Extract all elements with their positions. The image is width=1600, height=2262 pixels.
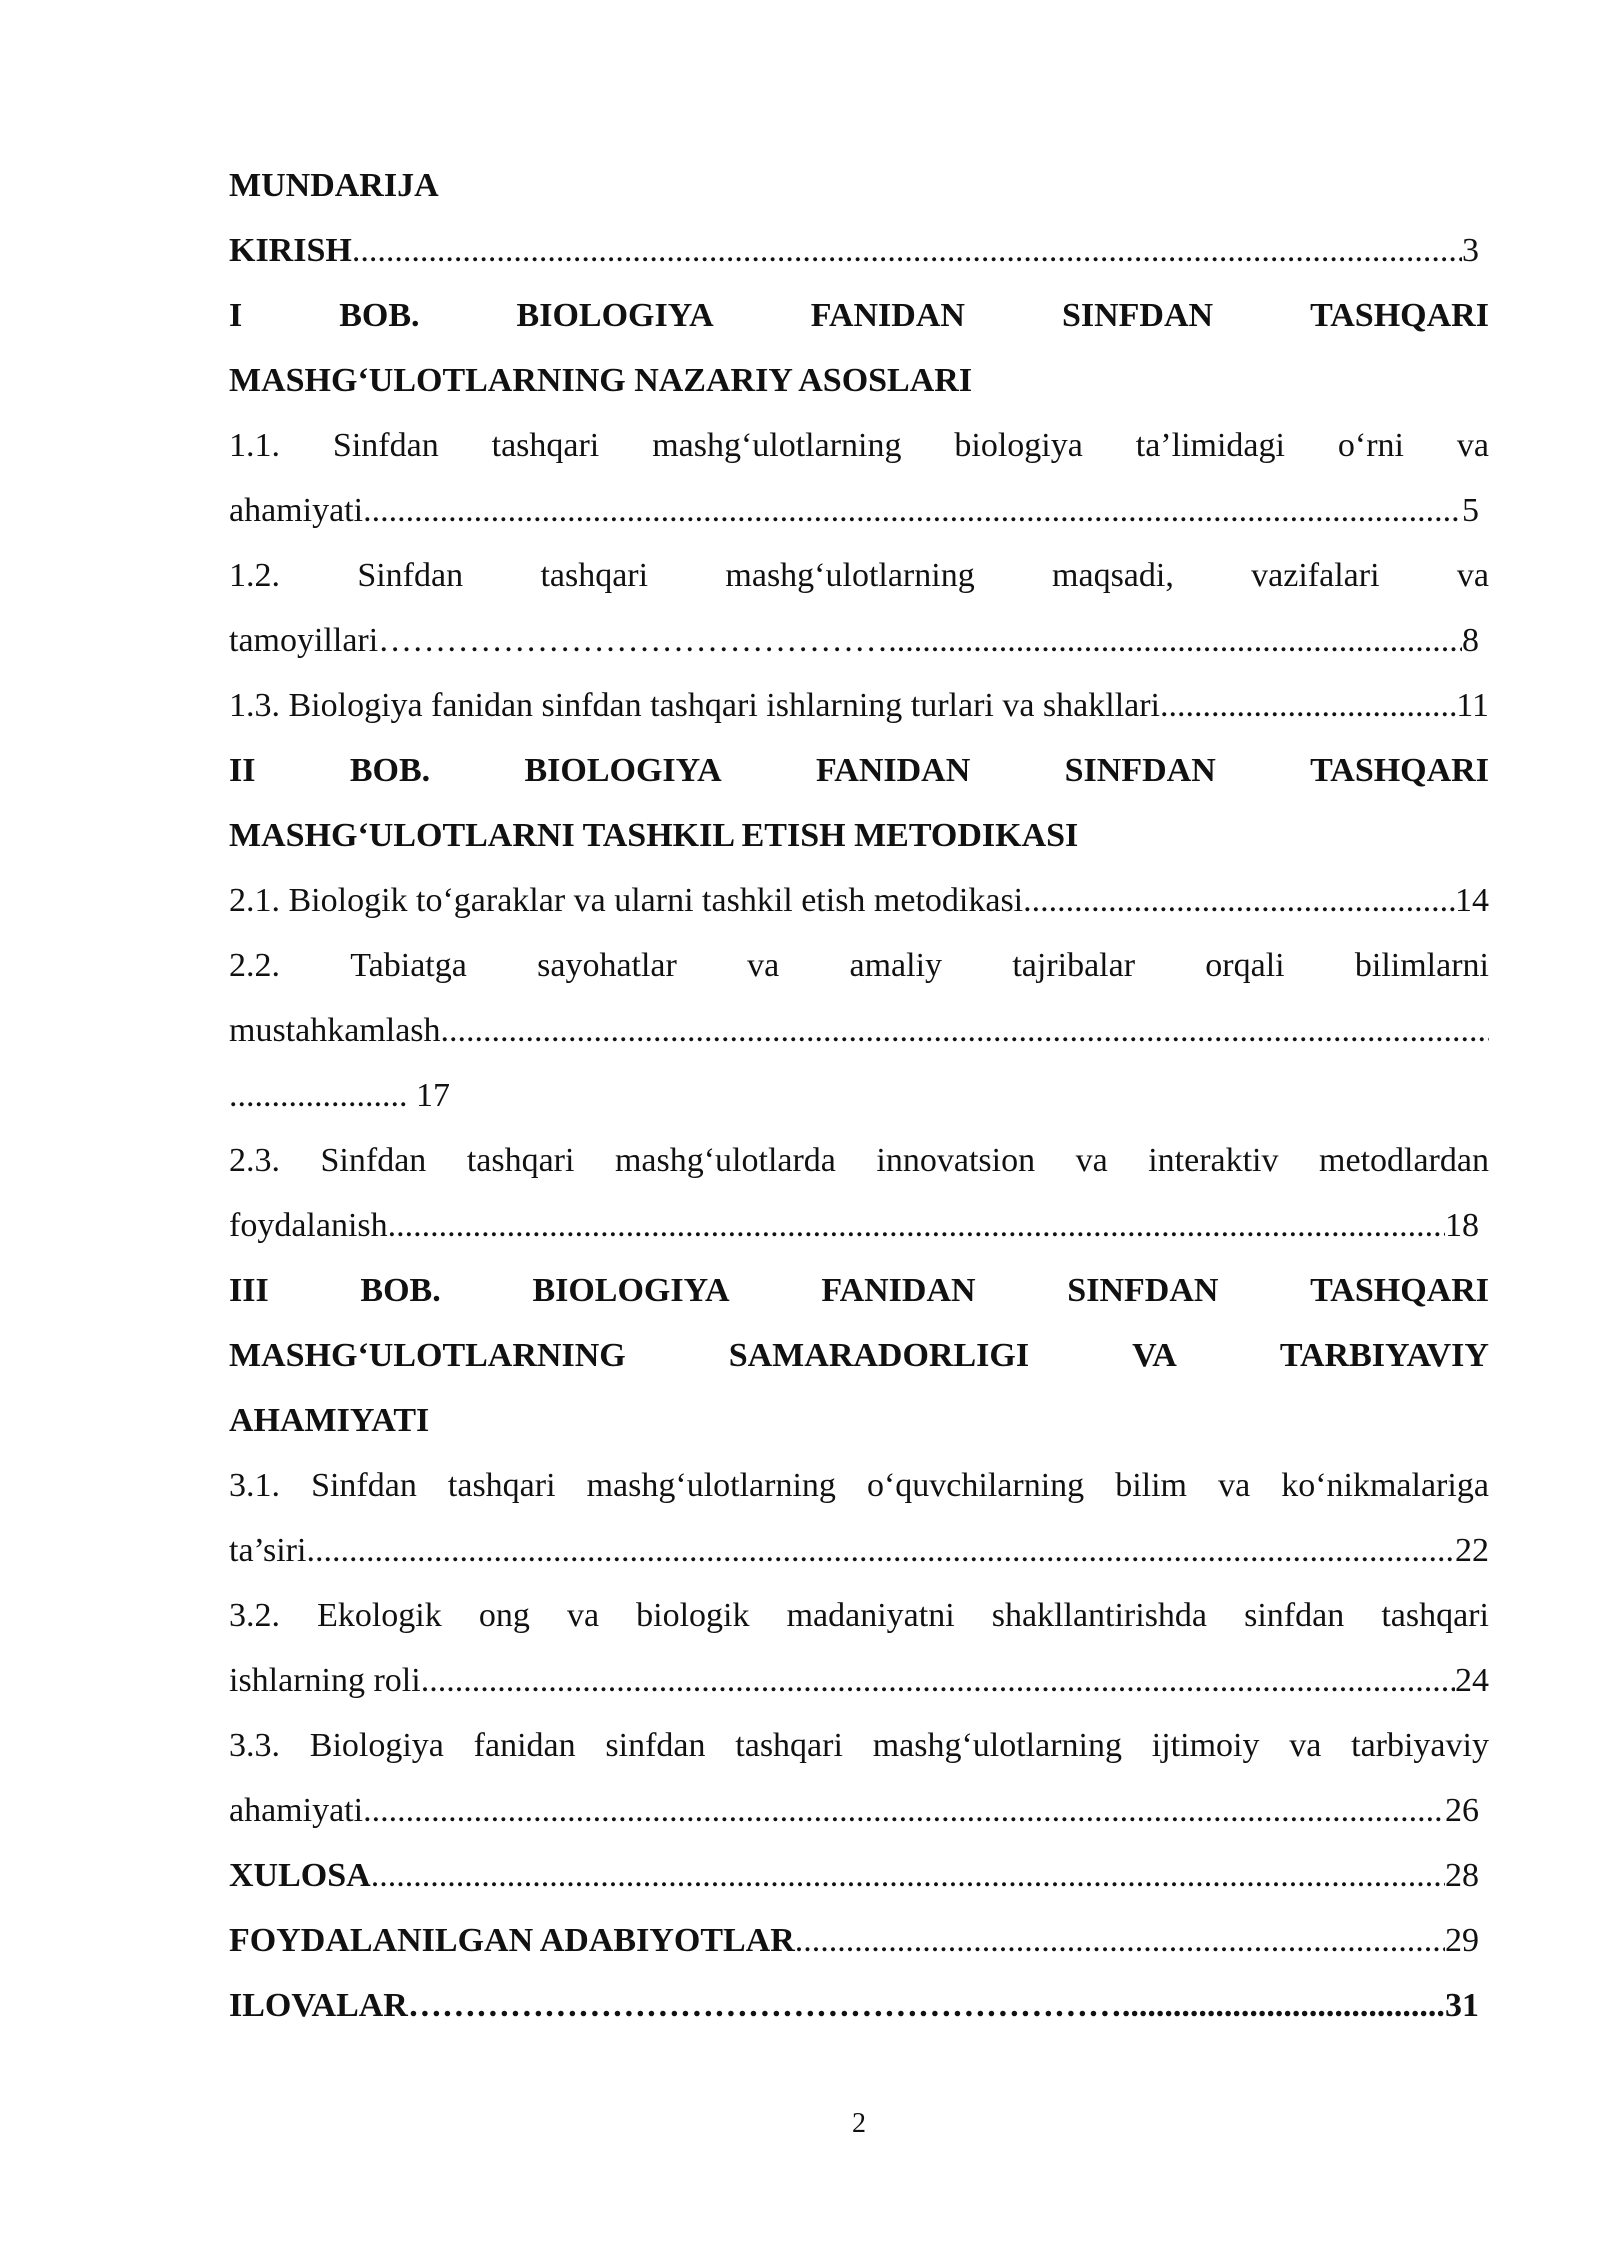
toc-word: sinfdan xyxy=(605,1727,706,1764)
toc-word: ko‘nikmalariga xyxy=(1281,1467,1489,1504)
toc-word: 1.1. xyxy=(229,427,280,464)
toc-leader-dots xyxy=(363,478,1462,543)
toc-page-number: 24 xyxy=(1455,1662,1489,1699)
toc-word: TARBIYAVIY xyxy=(1279,1337,1489,1374)
toc-word: MASHG‘ULOTLARNING xyxy=(229,1337,626,1374)
toc-section-1-1-line-1 xyxy=(229,413,1489,478)
toc-word: tashqari xyxy=(735,1727,843,1764)
toc-leader-dots xyxy=(1122,1973,1445,2038)
toc-page-number: 18 xyxy=(1445,1207,1479,1244)
toc-word: FANIDAN xyxy=(810,297,965,334)
toc-word: Sinfdan xyxy=(332,427,439,464)
toc-section-2-2-line-1 xyxy=(229,933,1489,998)
toc-word: tashqari xyxy=(491,427,600,464)
toc-entry-xulosa xyxy=(229,1843,1489,1908)
toc-word: tajribalar xyxy=(1012,947,1136,984)
toc-word: II xyxy=(229,752,256,789)
toc-page-number: 3 xyxy=(1462,232,1479,269)
toc-word: 2.2. xyxy=(229,947,280,984)
toc-section-1-2-line-2 xyxy=(229,608,1489,673)
toc-entry-label: 1.3. Biologiya fanidan sinfdan tashqari ishlarning turlari va shakllari xyxy=(229,687,1160,724)
toc-section-1-3 xyxy=(229,673,1489,738)
toc-leader-dots xyxy=(441,998,1489,1063)
toc-entry-kirish xyxy=(229,218,1489,283)
page-number: 2 xyxy=(852,2108,866,2139)
toc-leader-dots xyxy=(306,1518,1455,1583)
toc-word: 3.3. xyxy=(229,1727,280,1764)
toc-word: sinfdan xyxy=(1244,1597,1345,1634)
toc-word: mashg‘ulotlarning xyxy=(725,557,975,594)
toc-word: shakllantirishda xyxy=(991,1597,1208,1634)
toc-chapter-3-line-1 xyxy=(229,1258,1489,1323)
toc-section-2-2-line-2 xyxy=(229,998,1489,1063)
toc-section-2-2-line-3 xyxy=(229,1063,1489,1128)
toc-word: SINFDAN xyxy=(1061,297,1214,334)
toc-entry-label: ahamiyati xyxy=(229,1792,364,1829)
toc-entry-label: XULOSA xyxy=(229,1857,371,1894)
toc-entry-label: ishlarning roli xyxy=(229,1662,421,1699)
toc-word: FANIDAN xyxy=(816,752,971,789)
toc-entry-label: 2.1. Biologik to‘garaklar va ularni tashkil etish metodikasi xyxy=(229,882,1024,919)
toc-section-3-2-line-1 xyxy=(229,1583,1489,1648)
toc-leader-dots xyxy=(795,1908,1445,1973)
toc-word: fanidan xyxy=(473,1727,576,1764)
toc-word: BOB. xyxy=(360,1272,441,1309)
toc-section-1-1-line-2 xyxy=(229,478,1489,543)
toc-section-3-3-line-1 xyxy=(229,1713,1489,1778)
toc-word: bilim xyxy=(1115,1467,1187,1504)
toc-leader-dots xyxy=(371,1843,1445,1908)
toc-word: Sinfdan xyxy=(311,1467,417,1504)
toc-word: III xyxy=(229,1272,269,1309)
toc-section-3-2-line-2 xyxy=(229,1648,1489,1713)
toc-word: ta’limidagi xyxy=(1135,427,1285,464)
toc-word: BOB. xyxy=(349,752,431,789)
toc-word: mashg‘ulotlarning xyxy=(652,427,902,464)
toc-word: TASHQARI xyxy=(1310,752,1489,789)
toc-word: BOB. xyxy=(339,297,420,334)
toc-entry-label: tamoyillari……………………………………… xyxy=(229,622,889,659)
toc-word: maqsadi, xyxy=(1052,557,1174,594)
toc-word: TASHQARI xyxy=(1310,297,1489,334)
toc-word: BIOLOGIYA xyxy=(516,297,714,334)
toc-word: va xyxy=(1218,1467,1251,1504)
toc-word: Sinfdan xyxy=(357,557,464,594)
toc-word: o‘rni xyxy=(1337,427,1404,464)
toc-word: 2.3. xyxy=(229,1142,280,1179)
toc-leader-dots xyxy=(1023,868,1455,933)
toc-word: ong xyxy=(478,1597,530,1634)
toc-entry-adabiyotlar xyxy=(229,1908,1489,1973)
toc-word: SAMARADORLIGI xyxy=(728,1337,1030,1374)
toc-word: amaliy xyxy=(849,947,943,984)
toc-leader-dots xyxy=(421,1648,1455,1713)
toc-section-2-3-line-1 xyxy=(229,1128,1489,1193)
toc-leader-dots xyxy=(363,1778,1445,1843)
toc-word: mashg‘ulotlarning xyxy=(586,1467,836,1504)
toc-section-3-1-line-2 xyxy=(229,1518,1489,1583)
toc-word: va xyxy=(566,1597,600,1634)
toc-chapter-2-line-2: MASHG‘ULOTLARNI TASHKIL ETISH METODIKASI xyxy=(229,817,1079,854)
toc-word: o‘quvchilarning xyxy=(866,1467,1085,1504)
toc-word: Sinfdan xyxy=(320,1142,427,1179)
toc-word: madaniyatni xyxy=(786,1597,955,1634)
toc-page-number: 11 xyxy=(1456,687,1489,724)
toc-word: innovatsion xyxy=(876,1142,1036,1179)
toc-chapter-1-line-1 xyxy=(229,283,1489,348)
toc-word: bilimlarni xyxy=(1354,947,1489,984)
toc-entry-label: FOYDALANILGAN ADABIYOTLAR xyxy=(229,1922,795,1959)
toc-word: I xyxy=(229,297,243,334)
toc-entry-label: ta’siri xyxy=(229,1532,307,1569)
toc-leader-dots xyxy=(352,218,1462,283)
toc-word: FANIDAN xyxy=(821,1272,976,1309)
toc-word: va xyxy=(1289,1727,1322,1764)
toc-page-number: 17 xyxy=(407,1077,450,1114)
toc-word: ijtimoiy xyxy=(1151,1727,1260,1764)
toc-chapter-1-line-2: MASHG‘ULOTLARNING NAZARIY ASOSLARI xyxy=(229,362,973,399)
toc-word: SINFDAN xyxy=(1067,1272,1219,1309)
toc-word: va xyxy=(1456,427,1489,464)
toc-word: 3.1. xyxy=(229,1467,280,1504)
toc-entry-label: foydalanish xyxy=(229,1207,388,1244)
toc-entry-label: mustahkamlash xyxy=(229,1012,441,1049)
toc-word: tarbiyaviy xyxy=(1351,1727,1489,1764)
toc-word: tashqari xyxy=(466,1142,575,1179)
toc-entry-label: KIRISH xyxy=(229,232,352,269)
toc-leader-dots xyxy=(1160,673,1456,738)
toc-word: mashg‘ulotlarning xyxy=(872,1727,1122,1764)
toc-section-1-2-line-1 xyxy=(229,543,1489,608)
toc-word: VA xyxy=(1132,1337,1177,1374)
toc-page-number: 29 xyxy=(1445,1922,1479,1959)
toc-word: sayohatlar xyxy=(537,947,677,984)
toc-word: BIOLOGIYA xyxy=(532,1272,730,1309)
toc-entry-label: ILOVALAR……………………………………………………… xyxy=(229,1987,1122,2024)
toc-word: Tabiatga xyxy=(350,947,467,984)
toc-section-2-3-line-2 xyxy=(229,1193,1489,1258)
toc-page-number: 5 xyxy=(1462,492,1479,529)
toc-entry-label: ahamiyati xyxy=(229,492,364,529)
toc-word: interaktiv xyxy=(1148,1142,1279,1179)
toc-section-3-1-line-1 xyxy=(229,1453,1489,1518)
toc-page-number: 8 xyxy=(1462,622,1479,659)
toc-word: tashqari xyxy=(1381,1597,1489,1634)
toc-leader-dots xyxy=(888,608,1462,673)
toc-word: metodlardan xyxy=(1319,1142,1489,1179)
toc-page-number: 14 xyxy=(1455,882,1489,919)
toc-word: va xyxy=(1075,1142,1108,1179)
toc-page-number: 31 xyxy=(1445,1987,1479,2024)
toc-chapter-3-line-2 xyxy=(229,1323,1489,1388)
toc-leader-dots xyxy=(388,1193,1445,1258)
toc-word: mashg‘ulotlarda xyxy=(614,1142,836,1179)
toc-word: biologiya xyxy=(954,427,1083,464)
toc-word: tashqari xyxy=(447,1467,556,1504)
toc-page-number: 28 xyxy=(1445,1857,1479,1894)
toc-word: TASHQARI xyxy=(1310,1272,1489,1309)
toc-word: 3.2. xyxy=(229,1597,280,1634)
toc-chapter-3-line-3: AHAMIYATI xyxy=(229,1402,430,1439)
toc-page-number: 22 xyxy=(1455,1532,1489,1569)
toc-word: biologik xyxy=(636,1597,750,1634)
toc-entry-ilovalar xyxy=(229,1973,1489,2038)
toc-word: orqali xyxy=(1205,947,1285,984)
toc-leader-dots: ..................... xyxy=(229,1077,408,1114)
toc-word: Biologiya xyxy=(309,1727,444,1764)
toc-word: va xyxy=(747,947,780,984)
toc-word: Ekologik xyxy=(317,1597,442,1634)
toc-word: BIOLOGIYA xyxy=(524,752,722,789)
toc-word: SINFDAN xyxy=(1064,752,1216,789)
toc-word: 1.2. xyxy=(229,557,280,594)
toc-chapter-2-line-1 xyxy=(229,738,1489,803)
toc-title: MUNDARIJA xyxy=(229,167,439,204)
table-of-contents xyxy=(229,153,1489,2038)
toc-section-3-3-line-2 xyxy=(229,1778,1489,1843)
toc-word: va xyxy=(1456,557,1489,594)
toc-page-number: 26 xyxy=(1445,1792,1479,1829)
toc-word: tashqari xyxy=(540,557,649,594)
toc-section-2-1 xyxy=(229,868,1489,933)
toc-word: vazifalari xyxy=(1251,557,1380,594)
